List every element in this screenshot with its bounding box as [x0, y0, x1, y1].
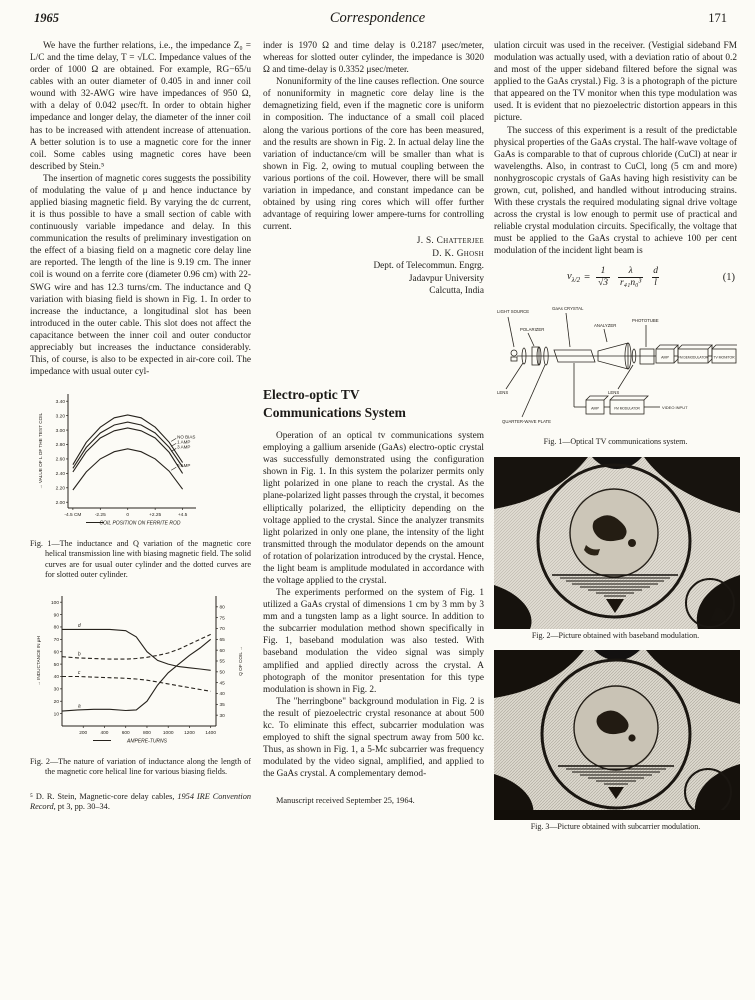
svg-text:+4.5: +4.5 — [177, 513, 188, 519]
svg-text:60: 60 — [53, 650, 59, 656]
manuscript-footnote: Manuscript received September 25, 1964. — [276, 796, 415, 806]
svg-text:0: 0 — [126, 513, 130, 519]
svg-text:b: b — [77, 651, 81, 658]
svg-text:70: 70 — [219, 627, 225, 633]
subcarrier-test-pattern-photo — [494, 650, 740, 820]
diagram-label-fm-demodulator: FM DEMODULATOR — [678, 355, 708, 360]
diagram-label-light-source: LIGHT SOURCE — [497, 309, 530, 315]
paragraph: We have the further relations, i.e., the impedance Z₀ = L/C and the time delay, T = √LC. Impedance values of the order of 1000 Ω are obtained. For example, RG−65/u cables with an outer diameter of 0.405 in and inner coil wound with 32-AWG wire have impedances of 950 Ω, with a delay of 0.042 μsec/ft. In order to obtain higher impedance and longer delay, the diameter of the inner coil has to be increased with attendent increase of attenuation. A better solution is to use a magnetic core for the inner coil. Some cables using magnetic cores have been described by Stein.⁵ — [30, 41, 251, 172]
numerator: 1 — [600, 266, 606, 277]
article-heading — [263, 386, 484, 421]
author-affiliation: Dept. of Telecommun. Engrg. — [373, 261, 484, 272]
heading-line: Electro-optic TV — [263, 386, 360, 402]
svg-text:-4.5 CM: -4.5 CM — [64, 513, 82, 519]
svg-text:40: 40 — [219, 692, 225, 698]
svg-text:3.20: 3.20 — [55, 414, 65, 420]
diagram-label-video-input: VIDEO INPUT — [662, 405, 688, 411]
diagram-label-fm-modulator: FM MODULATOR — [614, 406, 640, 411]
svg-text:75: 75 — [219, 616, 225, 622]
svg-text:50: 50 — [53, 662, 59, 668]
svg-text:AMPERE-TURNS: AMPERE-TURNS — [126, 738, 168, 745]
fraction — [651, 266, 660, 289]
svg-text:40: 40 — [53, 675, 59, 681]
figure-1-diagram — [494, 299, 737, 447]
numerator: λ — [628, 266, 633, 277]
figure-2-photo-caption: Fig. 2—Picture obtained with baseband modulation. — [531, 630, 700, 640]
paragraph: The success of this experiment is a result of the predictable physical properties of the GaAs crystal. The half-wave voltage of GaAs is comparable to that of cuprous chloride (CuCl) at near ir wavelengths. Also, in contrast to CuCl, long (5 cm and more) nonhygroscopic crystals of GaAs having high resistivity can be grown, cut, polished, and handled without introducing strains. With these crystals the required modulating signal drive voltage across the crystal is low enough to permit use of practical and reliable crystal modulation circuits. Specifically, the voltage that must be applied to the GaAs crystal to achieve 100 per cent modulation of the incident light beam is — [494, 125, 738, 257]
diagram-label-quarter-wave-plate: QUARTER-WAVE PLATE — [502, 419, 552, 425]
svg-text:1 AMP: 1 AMP — [177, 439, 191, 445]
paragraph: inder is 1970 Ω and time delay is 0.2187 μsec/meter, whereas for slotted outer cylinder, the impedance is 3020 Ω and time-delay is 0.3352 μsec/meter. — [263, 41, 484, 76]
diagram-label-tv-monitor: TV MONITOR — [713, 355, 735, 360]
fraction — [596, 266, 610, 289]
svg-text:35: 35 — [219, 703, 225, 709]
column-3 — [494, 40, 737, 841]
svg-text:3.40: 3.40 — [55, 400, 65, 406]
inductance-q-chart — [30, 386, 251, 538]
diagram-label-amp: AMP — [661, 355, 669, 360]
svg-text:→ VALUE OF L OF THE TEST COIL: → VALUE OF L OF THE TEST COIL — [38, 413, 43, 490]
figure-2-photo — [494, 457, 737, 641]
svg-text:10: 10 — [53, 712, 59, 718]
paragraph: Nonuniformity of the line causes reflection. One source of nonuniformity in magnetic core delay line is the demagnetizing field, even if the magnetic core is uniform in composition. The inductance of a small coil placed along the various portions of the core has been measured, and the results are shown in Fig. 2. In actual delay line the variation of inductance/cm will be smaller than what is shown in Fig. 2, owing to mutual coupling between the various portions of the coil. However, there will be small variation in impedance, and constant impedance can be obtained by using ring cores which will offer further advantage of requiring lower ampere-turns for controlling current. — [263, 77, 484, 233]
svg-text:+2.25: +2.25 — [149, 513, 162, 519]
paragraph: The experiments performed on the system of Fig. 1 utilized a GaAs crystal of dimensions 1 cm by 3 mm by 3 mm and a tungsten lamp as a light source. In addition to the subcarrier modulation method shown specifically in Fig. 1, baseband modulation was also tested. With baseband modulation the video signal was simply amplified and applied directly across the crystal. A photograph of the monitor presentation for this type modulation is shown in Fig. 2. — [263, 588, 484, 695]
denominator: l — [654, 278, 657, 289]
diagram-label-lens: LENS — [608, 390, 620, 396]
svg-text:1000: 1000 — [162, 731, 174, 737]
svg-text:5 AMP: 5 AMP — [177, 463, 191, 469]
svg-text:90: 90 — [53, 613, 59, 619]
svg-text:COIL POSITION ON FERRITE ROD: COIL POSITION ON FERRITE ROD — [99, 520, 181, 527]
diagram-label-amp: AMP — [591, 406, 599, 411]
author-name: J. S. Chatterjee — [416, 236, 484, 247]
svg-text:80: 80 — [219, 605, 225, 611]
column-2 — [263, 40, 484, 815]
equation-subscript: λ/2 — [571, 276, 581, 285]
svg-text:200: 200 — [79, 731, 88, 737]
figure-3-photo — [494, 650, 737, 832]
baseband-test-pattern-photo — [494, 457, 740, 629]
svg-text:600: 600 — [121, 731, 130, 737]
svg-text:50: 50 — [219, 670, 225, 676]
footnote-text: ⁵ D. R. Stein, Magnetic-core delay cables, — [30, 791, 178, 801]
figure-1-chart — [30, 386, 251, 580]
column-1 — [30, 40, 251, 822]
svg-text:30: 30 — [219, 714, 225, 720]
svg-text:NO BIAS: NO BIAS — [177, 434, 196, 440]
author-affiliation: Jadavpur University — [408, 273, 484, 284]
heading-line: Communications System — [263, 404, 406, 420]
svg-text:c: c — [77, 670, 81, 677]
author-affiliation: Calcutta, India — [429, 286, 484, 297]
svg-text:2.60: 2.60 — [55, 457, 65, 463]
footnote-italic: 1954 IRE Convention Record — [30, 791, 251, 812]
svg-text:45: 45 — [219, 681, 225, 687]
paragraph: The "herringbone" background modulation in Fig. 2 is the result of piezoelectric crystal resonance at about 500 kc. To eliminate this effect, subcarrier modulation was employed to shift the signal spectrum away from 500 kc. Thus, as shown in Fig. 1, a 5-Mc subcarrier was frequency modulated by the video signal, amplified, and applied to the GaAs crystal. A complementary demod- — [263, 696, 484, 780]
optical-system-diagram — [494, 299, 737, 435]
svg-text:30: 30 — [53, 687, 59, 693]
figure-1-caption: Fig. 1—The inductance and Q variation of the magnetic core helical transmission line with biasing magnetic field. The solid curves are for usual outer cylinder and the dotted curves are for slotted outer cylinder. — [30, 539, 251, 579]
equation-1 — [494, 266, 737, 289]
equation-variable: v — [566, 271, 572, 283]
svg-text:2.20: 2.20 — [55, 486, 65, 492]
svg-text:→ INDUCTANCE IN μH: → INDUCTANCE IN μH — [36, 636, 41, 687]
paragraph: The insertion of magnetic cores suggests the possibility of modulating the value of μ and hence inductance by applied biasing magnetic field. By varying the dc current, it is thus possible to have a small section of cable with continuously variable impedance and delay. In this communication the results of preliminary investigation on the effect of a biasing field on a magnetic core delay line are reported. The length of the line is 9.19 cm. The inner coil is wound on a ferrite core (diameter 0.96 cm) with 22-SWG wire and has 12.3 turns/cm. The inductance and Q variation with biasing field is shown in Fig. 1. In order to increase the inductance, a longitudinal slot has been introduced in the outer cable. This slot does not affect the capacitance between the inner coil and outer conductor appreciably but increases the inductance considerably. This, of course, is also to be expected in air-core coil. The impedance with usual outer cyl- — [30, 173, 251, 378]
signature-block — [263, 235, 484, 298]
denominator: r₄₁n₀³ — [620, 278, 642, 289]
fraction — [618, 266, 643, 289]
equals-sign: = — [584, 272, 591, 283]
paragraph: Operation of an optical tv communications system employing a gallium arsenide (GaAs) electro-optic crystal was successfully demonstrated using the configuration shown in Fig. 1. In this system the polarizer permits only light polarized in one plane to reach the crystal. As the plane-polarized light passes through the crystal, it becomes elliptically polarized, the ellipticity depending on the voltage applied to the crystal. Since the analyzer transmits light polarized in only one plane, the intensity of the light transmitted through the modulator depends on the amount of rotation of polarization introduced by the crystal. Hence, the light beam is amplitude modulated in accordance with the voltage applied to the crystal. — [263, 431, 484, 587]
svg-text:3 AMP: 3 AMP — [177, 444, 191, 450]
equation-number: (1) — [722, 272, 735, 284]
svg-text:1400: 1400 — [205, 731, 217, 737]
diagram-label-polarizer: POLARIZER — [520, 327, 545, 333]
svg-text:100: 100 — [50, 601, 59, 607]
svg-text:-2.25: -2.25 — [94, 513, 106, 519]
svg-text:60: 60 — [219, 649, 225, 655]
svg-text:3.00: 3.00 — [55, 428, 65, 434]
header-year: 1965 — [34, 11, 59, 25]
header-page-number: 171 — [708, 11, 727, 25]
inductance-variation-chart — [30, 588, 251, 756]
page-title: Correspondence — [329, 10, 426, 26]
svg-text:70: 70 — [53, 638, 59, 644]
svg-text:55: 55 — [219, 659, 225, 665]
diagram-label-analyzer: ANALYZER — [594, 323, 617, 329]
svg-text:1200: 1200 — [184, 731, 195, 737]
svg-text:Q OF COIL →: Q OF COIL → — [238, 646, 243, 676]
author-name: D. K. Ghosh — [432, 248, 484, 259]
figure-2-chart — [30, 588, 251, 778]
svg-text:800: 800 — [142, 731, 151, 737]
svg-text:400: 400 — [100, 731, 109, 737]
denominator: √3 — [598, 278, 609, 289]
diagram-label-lens: LENS — [497, 390, 509, 396]
svg-text:20: 20 — [53, 700, 59, 706]
svg-text:80: 80 — [53, 625, 59, 631]
svg-text:2.40: 2.40 — [55, 472, 65, 478]
paragraph: ulation circuit was used in the receiver. (Vestigial sideband FM modulation was actually used, with a deviation ratio of about 0.2 and most of the upper sideband filtered before the signal was applied to the GaAs crystal.) Fig. 3 is a photograph of the picture that appeared on the TV monitor when this type modulation was used. It is evident that no piezoelectric distortion appears in this picture. — [494, 41, 737, 124]
figure-3-photo-caption: Fig. 3—Picture obtained with subcarrier modulation. — [530, 822, 701, 832]
column-gap — [263, 298, 484, 386]
footnote-reference — [30, 792, 251, 814]
svg-text:2.00: 2.00 — [55, 501, 65, 507]
svg-text:a: a — [77, 703, 81, 710]
diagram-label-phototube: PHOTOTUBE — [632, 318, 659, 324]
svg-text:65: 65 — [219, 638, 225, 644]
diagram-caption: Fig. 1—Optical TV communications system. — [543, 437, 688, 447]
figure-2-caption: Fig. 2—The nature of variation of inductance along the length of the magnetic core helical line for various biasing fields. — [30, 757, 251, 777]
footnote-text: , pt 3, pp. 30–34. — [53, 802, 110, 812]
diagram-label-gaas-crystal: GaAs CRYSTAL — [552, 306, 584, 312]
numerator: d — [653, 266, 658, 277]
svg-text:d: d — [77, 623, 81, 630]
svg-text:2.80: 2.80 — [55, 443, 65, 449]
